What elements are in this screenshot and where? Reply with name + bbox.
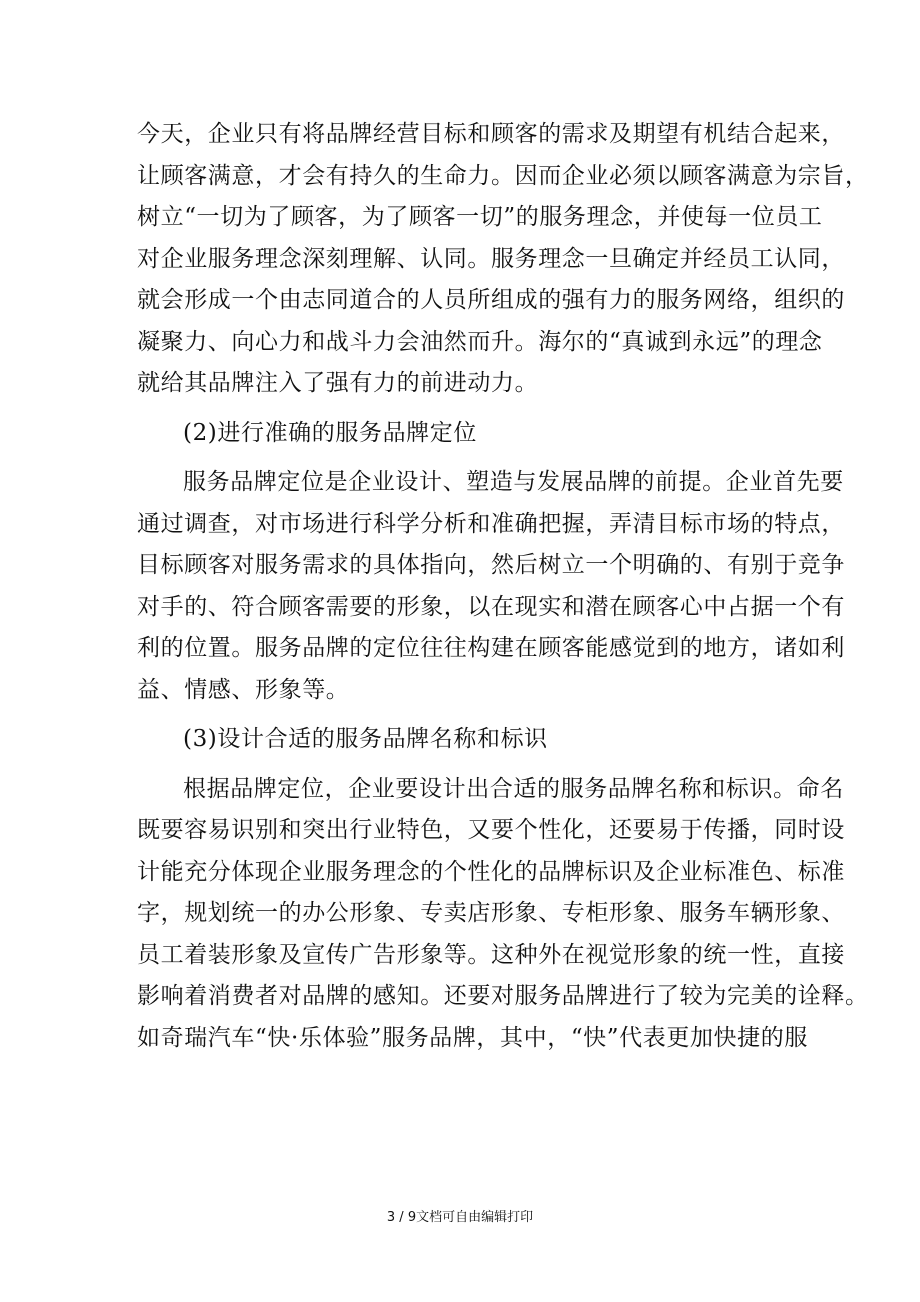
- text-line: 就会形成一个由志同道合的人员所组成的强有力的服务网络，组织的: [137, 287, 845, 313]
- text-line: 树立“一切为了顾客，为了顾客一切”的服务理念，并使每一位员工: [137, 204, 823, 230]
- text-line: 计能充分体现企业服务理念的个性化的品牌标识及企业标准色、标准: [137, 858, 845, 885]
- paragraph: [137, 769, 869, 1060]
- paragraph: [137, 114, 869, 405]
- section-heading: (2)进行准确的服务品牌定位: [183, 419, 477, 446]
- text-line: 益、情感、形象等。: [137, 676, 350, 703]
- text-line: 既要容易识别和突出行业特色，又要个性化，还要易于传播，同时设: [137, 817, 845, 843]
- text-line: 让顾客满意，才会有持久的生命力。因而企业必须以顾客满意为宗旨，: [137, 162, 869, 189]
- text-line: 字，规划统一的办公形象、专卖店形象、专柜形象、服务车辆形象、: [137, 900, 845, 926]
- document-body: [137, 114, 869, 1059]
- text-line: 今天，企业只有将品牌经营目标和顾客的需求及期望有机结合起来，: [137, 121, 845, 147]
- text-line: 影响着消费者对品牌的感知。还要对服务品牌进行了较为完美的诠释。: [137, 983, 869, 1009]
- text-line: 对手的、符合顾客需要的形象，以在现实和潜在顾客心中占据一个有: [137, 593, 845, 620]
- text-line: 目标顾客对服务需求的具体指向，然后树立一个明确的、有别于竞争: [137, 552, 845, 578]
- text-line: 凝聚力、向心力和战斗力会油然而升。海尔的“真诚到永远”的理念: [137, 328, 823, 355]
- text-line: 根据品牌定位，企业要设计出合适的服务品牌名称和标识。命名: [183, 775, 844, 802]
- text-line: 对企业服务理念深刻理解、认同。服务理念一旦确定并经员工认同，: [137, 245, 845, 272]
- section-heading: (3)设计合适的服务品牌名称和标识: [183, 726, 548, 752]
- text-line: 就给其品牌注入了强有力的前进动力。: [137, 370, 539, 396]
- text-line: 通过调查，对市场进行科学分析和准确把握，弄清目标市场的特点，: [137, 510, 845, 537]
- paragraph: [137, 462, 845, 711]
- text-line: 服务品牌定位是企业设计、塑造与发展品牌的前提。企业首先要: [183, 469, 844, 495]
- page-footer: 3 / 9文档可自由编辑打印: [386, 1210, 534, 1225]
- text-line: 利的位置。服务品牌的定位往往构建在顾客能感觉到的地方，诸如利: [137, 635, 845, 661]
- text-line: 员工着装形象及宣传广告形象等。这种外在视觉形象的统一性，直接: [137, 941, 845, 968]
- text-line: 如奇瑞汽车“快·乐体验”服务品牌，其中，“快”代表更加快捷的服: [137, 1024, 808, 1051]
